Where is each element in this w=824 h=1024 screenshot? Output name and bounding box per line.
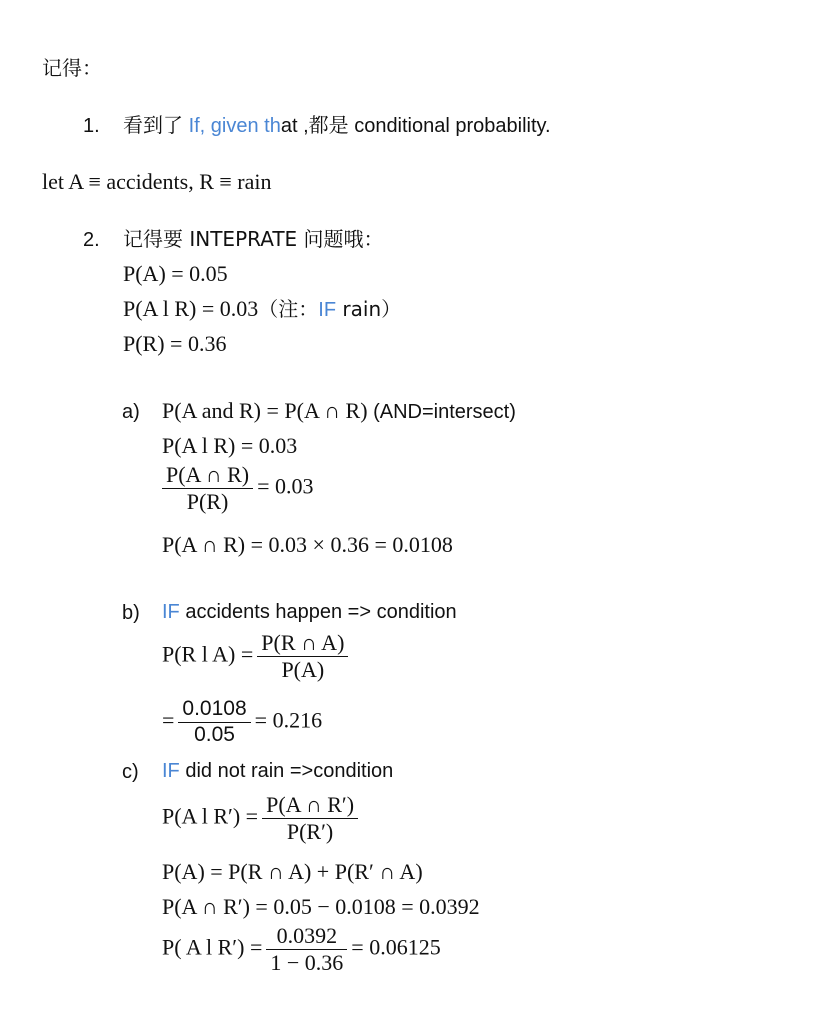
given-par: P(A l R) = 0.03	[123, 296, 259, 321]
part-b-eq2-lhs: =	[162, 707, 175, 733]
part-a-line2: P(A l R) = 0.03	[162, 433, 298, 458]
part-c-if: IF	[162, 760, 180, 782]
part-b-frac2-num: 0.0108	[178, 697, 250, 723]
part-c-frac4-num: 0.0392	[266, 923, 347, 950]
item1-blue-text: If, given th	[188, 115, 281, 137]
part-a-line1-math: P(A and R) = P(A ∩ R)	[162, 398, 368, 423]
given-pr: P(R) = 0.36	[123, 331, 227, 356]
part-c-eq4	[162, 923, 441, 976]
part-c-lhs: P(A l R′) =	[162, 803, 259, 829]
part-b-heading	[162, 602, 457, 622]
part-c-text: did not rain =>condition	[179, 760, 394, 782]
part-a-frac-rhs: = 0.03	[257, 473, 314, 499]
part-b-fraction	[257, 630, 348, 683]
part-c-lhs4: P( A l R′) =	[162, 934, 263, 960]
given-note-if: IF	[318, 299, 337, 321]
part-c-frac-num: P(A ∩ R′)	[262, 792, 358, 819]
item1-marker: 1.	[83, 115, 100, 137]
item1-rest: at ,都是 conditional probability.	[280, 115, 551, 137]
part-c-heading	[162, 761, 393, 781]
part-a-frac-num: P(A ∩ R)	[162, 462, 253, 489]
part-a-marker: a)	[122, 401, 140, 423]
item2-lead: 记得要 INTEPRATE 问题哦：	[123, 227, 384, 251]
item1-text	[123, 115, 551, 136]
part-b-frac-den: P(A)	[281, 656, 325, 682]
part-c-rhs4: = 0.06125	[351, 934, 441, 960]
part-b-eq2-rhs: = 0.216	[254, 707, 323, 733]
part-a-line4: P(A ∩ R) = 0.03 × 0.36 = 0.0108	[162, 532, 453, 557]
part-b-text: accidents happen => condition	[179, 601, 457, 623]
part-c-frac-den: P(R′)	[286, 818, 334, 844]
part-b-eq2	[162, 697, 322, 748]
part-b-frac2-den: 0.05	[194, 722, 235, 746]
part-c-eq1	[162, 792, 362, 845]
part-b-marker: b)	[122, 602, 140, 624]
part-b-frac-num: P(R ∩ A)	[257, 630, 348, 657]
item1-lead: 看到了	[123, 113, 183, 137]
part-b-fraction2	[178, 697, 250, 748]
part-b-if: IF	[162, 601, 180, 623]
given-note-open: （注：	[258, 297, 319, 321]
let-definition: let A ≡ accidents, R ≡ rain	[42, 169, 272, 194]
heading: 记得：	[42, 56, 102, 80]
given-pa: P(A) = 0.05	[123, 261, 228, 286]
part-c-marker: c)	[122, 761, 139, 783]
part-c-frac4-den: 1 − 0.36	[270, 949, 344, 975]
part-b-lhs: P(R l A) =	[162, 641, 254, 667]
part-a-fraction-eq	[158, 462, 314, 515]
given-par-line	[123, 298, 401, 320]
part-a-line1-note: (AND=intersect)	[367, 401, 516, 423]
part-a-line1	[162, 400, 516, 422]
part-a-frac-den: P(R)	[186, 488, 229, 514]
part-c-line3: P(A ∩ R′) = 0.05 − 0.0108 = 0.0392	[162, 894, 480, 919]
part-c-fraction4	[266, 923, 347, 976]
part-c-fraction	[262, 792, 358, 845]
part-a-fraction	[162, 462, 253, 515]
given-note-rest: rain）	[336, 297, 402, 321]
part-b-eq1	[162, 630, 352, 683]
item2-marker: 2.	[83, 229, 100, 251]
part-c-line2: P(A) = P(R ∩ A) + P(R′ ∩ A)	[162, 859, 423, 884]
